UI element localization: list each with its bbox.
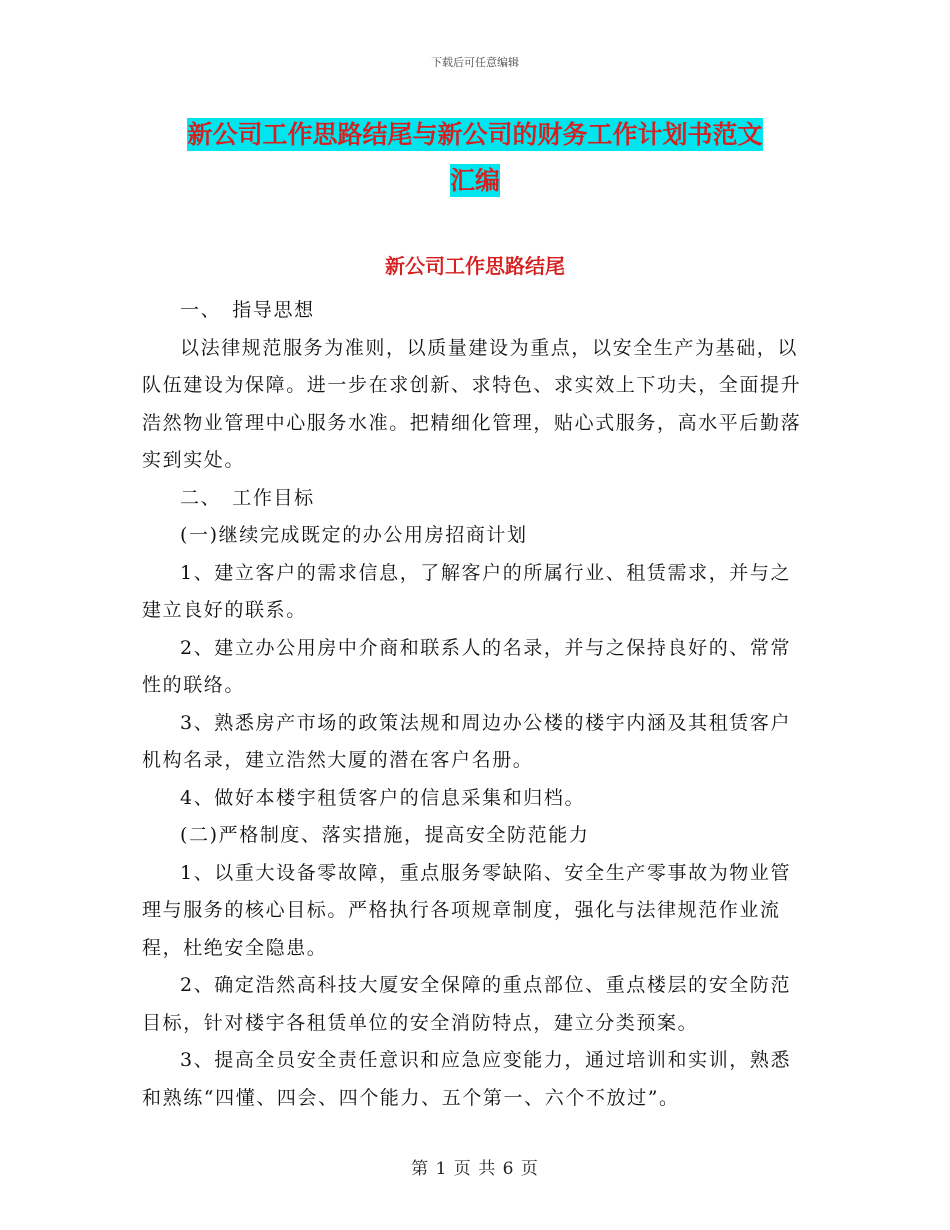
paragraph: 3、提高全员安全责任意识和应急应变能力，通过培训和实训，熟悉和熟练“四懂、四会、四个能力、五个第一、六个不放过”。 — [142, 1049, 792, 1109]
paragraph: 3、熟悉房产市场的政策法规和周边办公楼的楼宇内涵及其租赁客户机构名录，建立浩然大厦的潜在客户名册。 — [142, 711, 792, 771]
paragraph: (一)继续完成既定的办公用房招商计划 — [180, 524, 528, 546]
paragraph: (二)严格制度、落实措施，提高安全防范能力 — [180, 824, 590, 846]
document-title-line-1: 新公司工作思路结尾与新公司的财务工作计划书范文 — [187, 120, 763, 149]
paragraph: 二、 工作目标 — [180, 486, 315, 509]
document-title — [140, 112, 810, 204]
paragraph: 1、以重大设备零故障，重点服务零缺陷、安全生产零事故为物业管理与服务的核心目标。严格执行各项规章制度，强化与法律规范作业流程，杜绝安全隐患。 — [142, 861, 792, 959]
section-heading: 新公司工作思路结尾 — [385, 254, 565, 278]
page-footer: 第 1 页 共 6 页 — [411, 1159, 539, 1179]
document-title-line-2: 汇编 — [449, 166, 500, 195]
header-note: 下载后可任意编辑 — [431, 56, 519, 69]
paragraph: 一、 指导思想 — [180, 299, 315, 321]
paragraph: 4、做好本楼宇租赁客户的信息采集和归档。 — [180, 786, 586, 809]
document-body — [142, 292, 808, 1117]
paragraph: 2、确定浩然高科技大厦安全保障的重点部位、重点楼层的安全防范目标，针对楼宇各租赁单位的安全消防特点，建立分类预案。 — [142, 974, 792, 1034]
paragraph: 2、建立办公用房中介商和联系人的名录，并与之保持良好的、常常性的联络。 — [142, 636, 792, 696]
paragraph: 1、建立客户的需求信息，了解客户的所属行业、租赁需求，并与之建立良好的联系。 — [142, 561, 792, 621]
paragraph: 以法律规范服务为准则，以质量建设为重点，以安全生产为基础，以队伍建设为保障。进一步在求创新、求特色、求实效上下功夫，全面提升浩然物业管理中心服务水准。把精细化管理，贴心式服务，高水平后勤落实到实处。 — [142, 336, 802, 471]
